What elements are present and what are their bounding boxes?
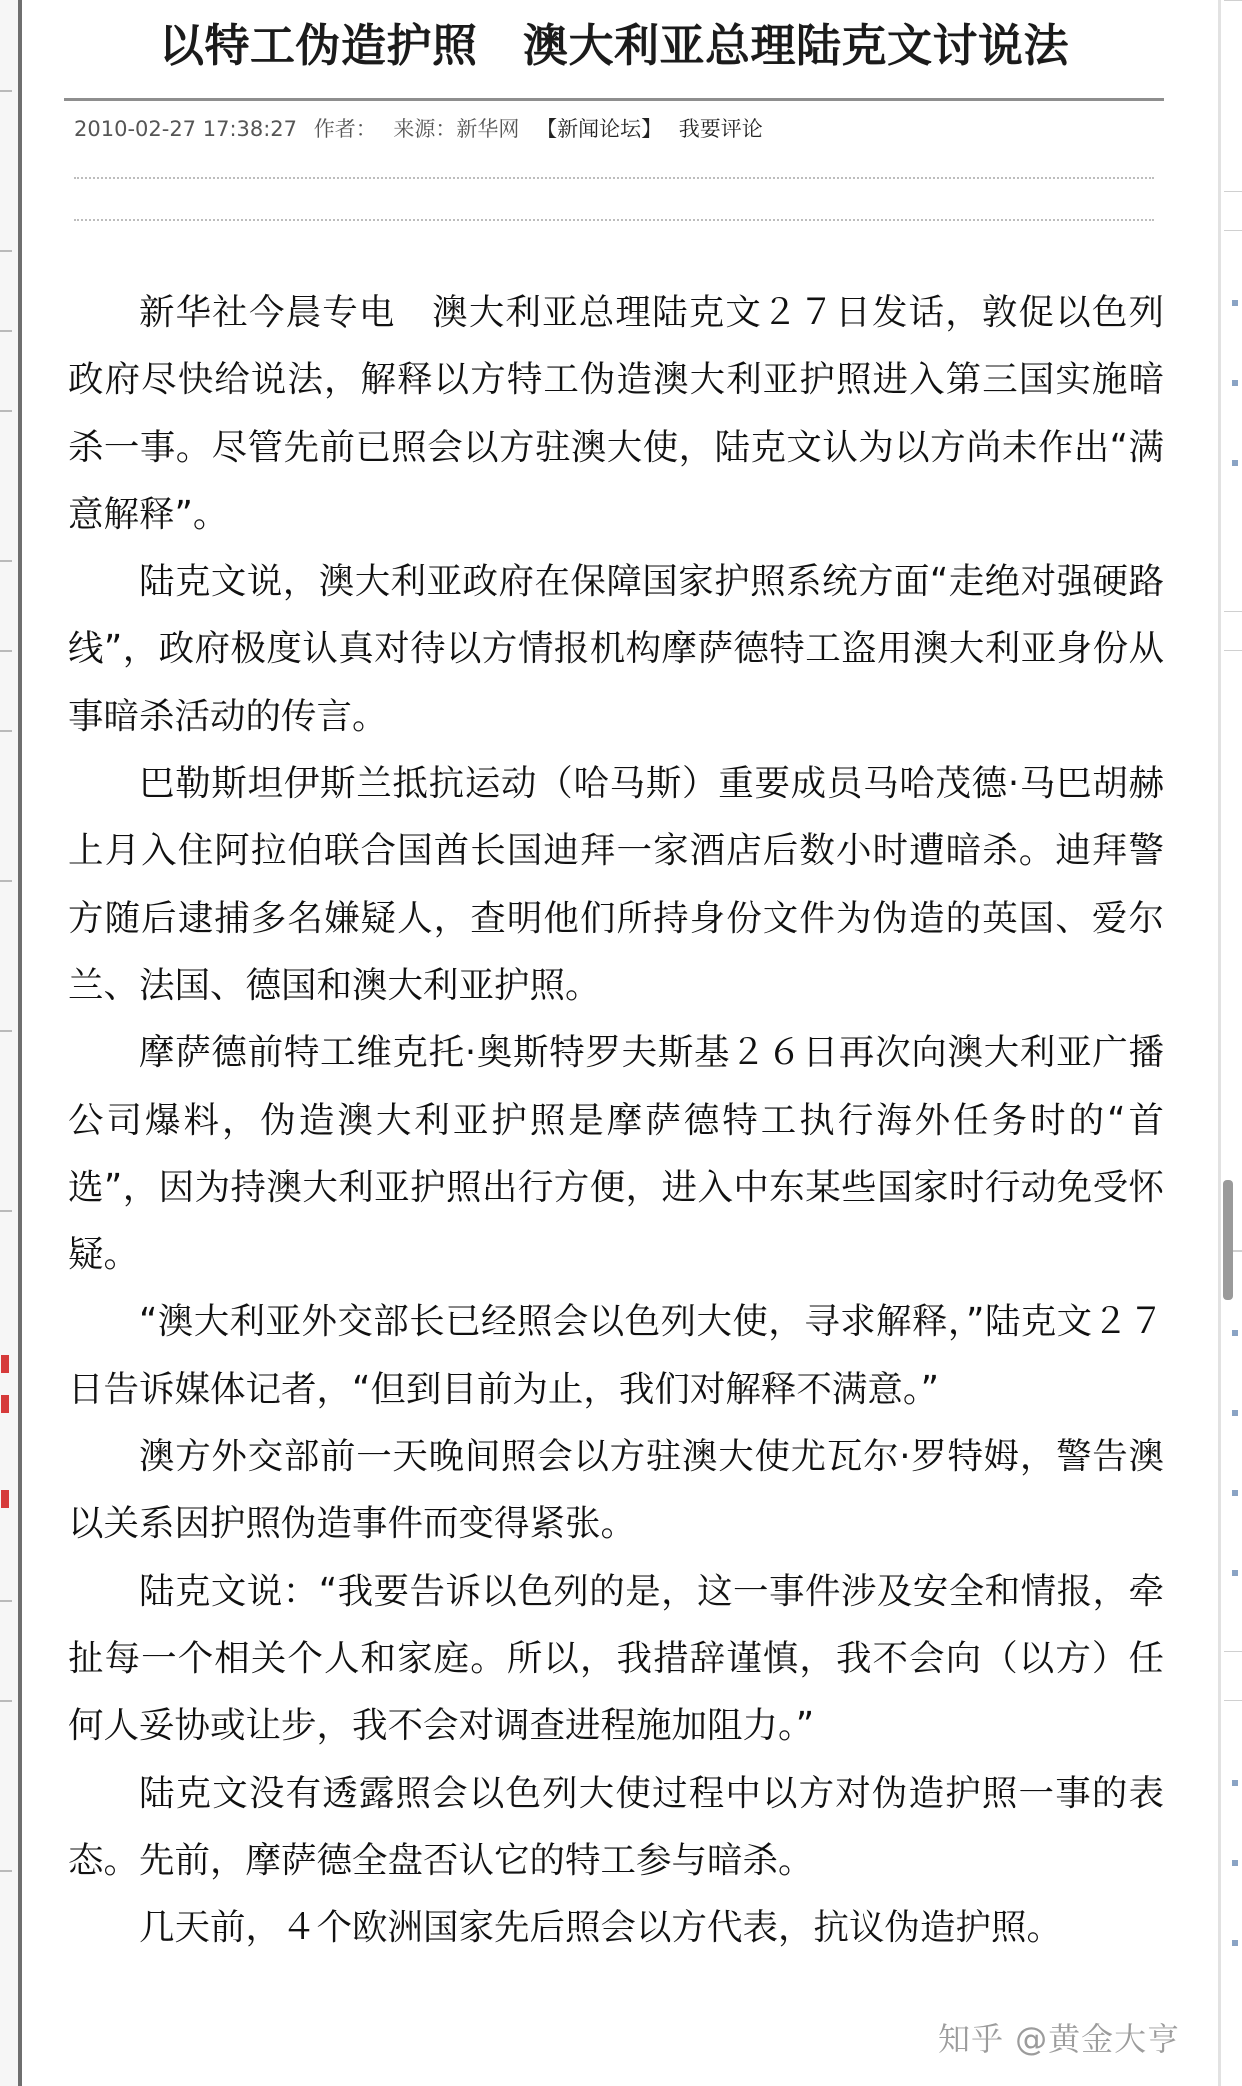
comment-link[interactable]: 我要评论 (678, 117, 763, 141)
bullet-icon (1232, 1330, 1238, 1336)
sidebar-tick (0, 880, 12, 882)
news-forum-link[interactable]: 【新闻论坛】 (536, 117, 663, 141)
sidebar-red-mark (1, 1490, 9, 1508)
sidebar-tick (0, 1870, 12, 1872)
scrollbar-thumb[interactable] (1223, 1180, 1233, 1300)
article-paragraph: 陆克文说：“我要告诉以色列的是，这一事件涉及安全和情报，牵扯每一个相关个人和家庭。所以，我措辞谨慎，我不会向（以方）任何人妥协或让步，我不会对调查进程施加阻力。” (68, 1570, 1164, 1747)
author-label: 作者： (313, 117, 377, 141)
bullet-icon (1232, 1490, 1238, 1496)
sidebar-tick (0, 1700, 12, 1702)
bullet-icon (1232, 460, 1238, 466)
article-headline: 以特工伪造护照 澳大利亚总理陆克文讨说法 (158, 19, 1069, 72)
dotted-divider (74, 219, 1154, 221)
sidebar-tick (0, 560, 12, 562)
right-panel-box (1224, 230, 1242, 612)
sidebar-tick (0, 330, 12, 332)
source-label: 来源：新华网 (393, 117, 520, 141)
left-sidebar-edge (0, 0, 22, 2086)
publish-date: 2010-02-27 17:38:27 (74, 117, 298, 141)
right-panel-box (1224, 650, 1242, 1252)
sidebar-red-mark (1, 1395, 9, 1413)
bullet-icon (1232, 1780, 1238, 1786)
bullet-icon (1232, 300, 1238, 306)
article-paragraph: 摩萨德前特工维克托·奥斯特罗夫斯基２６日再次向澳大利亚广播公司爆料，伪造澳大利亚护照是摩萨德特工执行海外任务时的“首选”，因为持澳大利亚护照出行方便，进入中东某些国家时行动免受怀疑。 (68, 1032, 1164, 1276)
sidebar-tick (0, 1600, 12, 1602)
sidebar-tick (0, 90, 12, 92)
article-paragraph: 新华社今晨专电 澳大利亚总理陆克文２７日发话，敦促以色列政府尽快给说法，解释以方特工伪造澳大利亚护照进入第三国实施暗杀一事。尽管先前已照会以方驻澳大使，陆克文认为以方尚未作出“满意解释”。 (68, 292, 1164, 535)
sidebar-tick (0, 1030, 12, 1032)
right-sidebar-edge (1212, 0, 1242, 2086)
sidebar-tick (0, 650, 12, 652)
bullet-icon (1232, 1570, 1238, 1576)
sidebar-tick (0, 730, 12, 732)
bullet-icon (1232, 1860, 1238, 1866)
article-paragraph: “澳大利亚外交部长已经照会以色列大使，寻求解释，”陆克文２７日告诉媒体记者，“但到目前为止，我们对解释不满意。” (68, 1301, 1164, 1410)
right-panel-box (1224, 1700, 1242, 2086)
article-meta (64, 111, 1164, 147)
article-paragraph: 几天前，４个欧洲国家先后照会以方代表，抗议伪造护照。 (139, 1907, 1063, 1949)
bullet-icon (1232, 380, 1238, 386)
article (64, 0, 1164, 1961)
article-paragraph: 陆克文说，澳大利亚政府在保障国家护照系统方面“走绝对强硬路线”，政府极度认真对待以方情报机构摩萨德特工盗用澳大利亚身份从事暗杀活动的传言。 (68, 561, 1164, 737)
article-paragraph: 陆克文没有透露照会以色列大使过程中以方对伪造护照一事的表态。先前，摩萨德全盘否认它的特工参与暗杀。 (68, 1772, 1164, 1881)
right-column-border (1218, 0, 1221, 2086)
article-body (64, 279, 1164, 1961)
sidebar-tick (0, 410, 12, 412)
bullet-icon (1232, 1940, 1238, 1946)
right-panel-box (1224, 0, 1242, 192)
headline-divider (64, 98, 1164, 101)
dotted-divider (74, 177, 1154, 179)
bullet-icon (1232, 1410, 1238, 1416)
zhihu-watermark: 知乎 @黄金大亨 (938, 2020, 1181, 2058)
article-paragraph: 澳方外交部前一天晚间照会以方驻澳大使尤瓦尔·罗特姆，警告澳以关系因护照伪造事件而变得紧张。 (68, 1436, 1164, 1545)
sidebar-tick (0, 1210, 12, 1212)
sidebar-red-mark (1, 1355, 9, 1373)
right-panel-box (1224, 1250, 1242, 1652)
sidebar-tick (0, 250, 12, 252)
article-paragraph: 巴勒斯坦伊斯兰抵抗运动（哈马斯）重要成员马哈茂德·马巴胡赫上月入住阿拉伯联合国酋长国迪拜一家酒店后数小时遭暗杀。迪拜警方随后逮捕多名嫌疑人，查明他们所持身份文件为伪造的英国、爱尔兰、法国、德国和澳大利亚护照。 (68, 763, 1164, 1006)
